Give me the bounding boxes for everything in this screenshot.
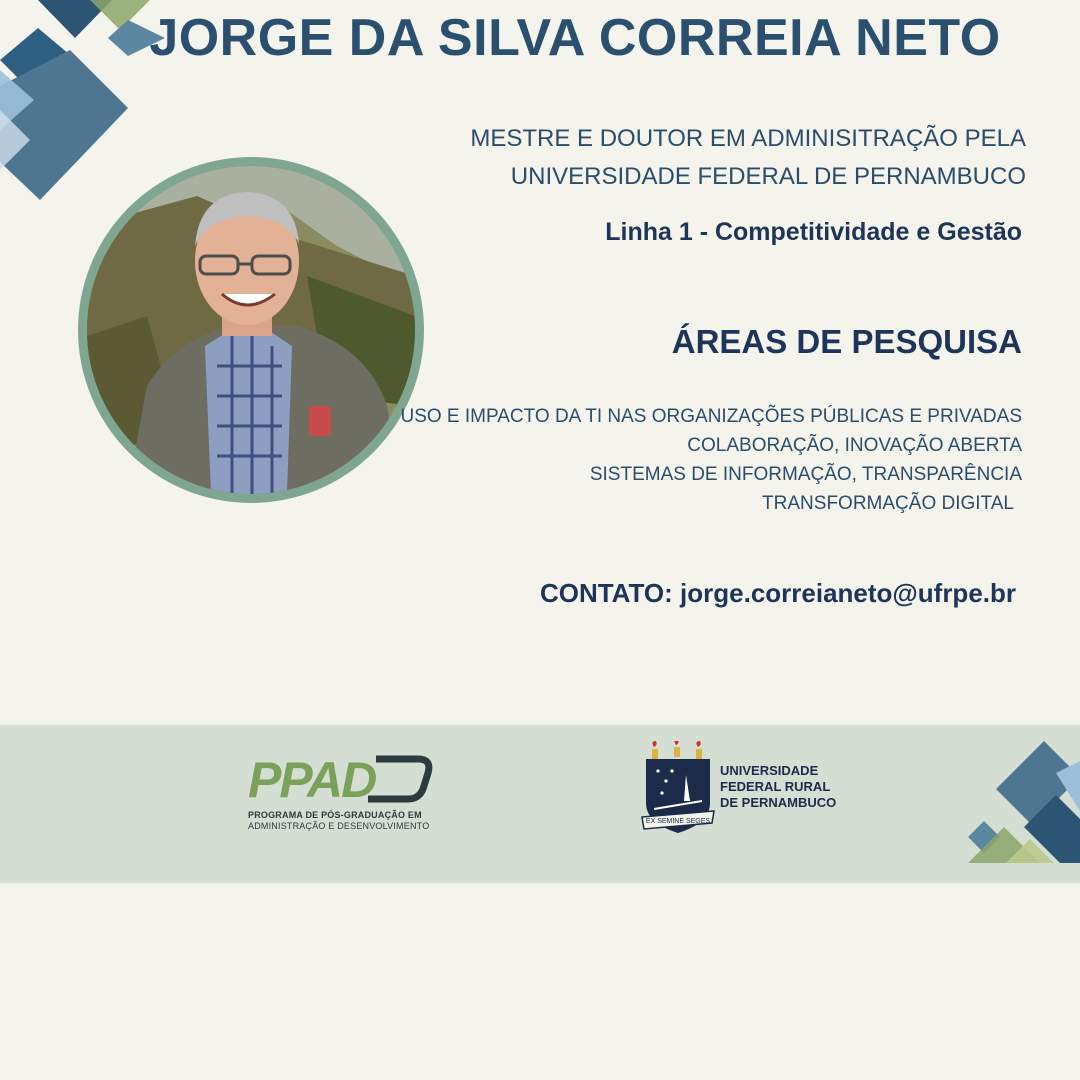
ufrpe-name-line-1: UNIVERSIDADE xyxy=(720,763,819,778)
ppad-logo-icon xyxy=(248,753,433,803)
degree-line-2: UNIVERSIDADE FEDERAL DE PERNAMBUCO xyxy=(510,163,1026,190)
research-area-item: TRANSFORMAÇÃO DIGITAL xyxy=(762,493,1014,514)
ufrpe-crest-icon xyxy=(640,741,716,841)
ppad-logo-letters: PPAD xyxy=(248,753,376,803)
ppad-subtitle-line-2: ADMINISTRAÇÃO E DESENVOLVIMENTO xyxy=(248,821,430,831)
degree-line-1: MESTRE E DOUTOR EM ADMINISITRAÇÃO PELA xyxy=(470,125,1026,152)
person-name: JORGE DA SILVA CORREIA NETO xyxy=(149,9,1001,67)
profile-photo xyxy=(87,166,415,494)
profile-photo-frame xyxy=(78,157,424,503)
ufrpe-name-line-3: DE PERNAMBUCO xyxy=(720,795,837,810)
research-area-item: USO E IMPACTO DA TI NAS ORGANIZAÇÕES PÚBLICAS E PRIVADAS xyxy=(400,406,1022,427)
research-area-item: COLABORAÇÃO, INOVAÇÃO ABERTA xyxy=(687,435,1022,456)
ufrpe-name-line-2: FEDERAL RURAL xyxy=(720,779,831,794)
portrait-illustration xyxy=(87,166,415,494)
footer-band xyxy=(0,725,1080,883)
research-area-item: SISTEMAS DE INFORMAÇÃO, TRANSPARÊNCIA xyxy=(589,464,1022,485)
degree-text xyxy=(406,120,1026,196)
ppad-subtitle xyxy=(248,810,448,832)
ppad-logo xyxy=(248,753,448,832)
ufrpe-motto: EX SEMINE SEGES xyxy=(645,818,711,825)
research-areas-title: ÁREAS DE PESQUISA xyxy=(671,323,1022,360)
bottom-right-decoration xyxy=(960,725,1080,883)
ppad-subtitle-line-1: PROGRAMA DE PÓS-GRADUAÇÃO EM xyxy=(248,810,422,820)
research-areas-list xyxy=(382,402,1022,518)
ufrpe-name xyxy=(720,763,836,811)
research-line: Linha 1 - Competitividade e Gestão xyxy=(605,218,1022,246)
contact-email[interactable]: CONTATO: jorge.correianeto@ufrpe.br xyxy=(539,578,1016,608)
ufrpe-logo xyxy=(640,741,860,841)
